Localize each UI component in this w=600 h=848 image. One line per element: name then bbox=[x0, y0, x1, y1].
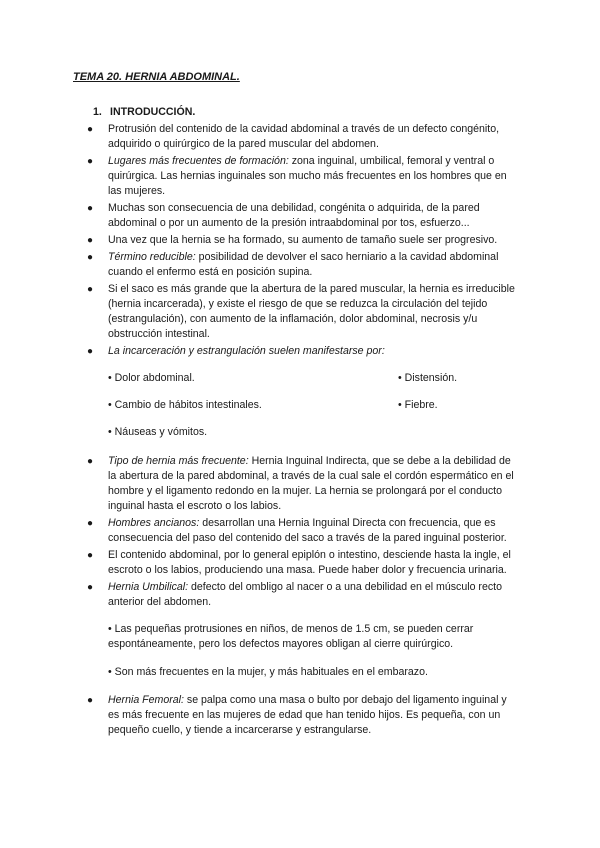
bullet-icon: ● bbox=[87, 582, 94, 593]
femoral-bullet-list bbox=[73, 693, 516, 738]
list-item: ● Protrusión del contenido de la cavidad abdominal a través de un defecto congénito, adquirido o quirúrgico de la pared muscular del abdomen. bbox=[87, 123, 500, 150]
bullet-icon: ● bbox=[87, 284, 94, 295]
bullet-icon: ● bbox=[87, 456, 94, 467]
symptom-item: • Fiebre. bbox=[398, 399, 438, 411]
bullet-icon: ● bbox=[87, 252, 94, 263]
bullet-icon: ● bbox=[87, 346, 94, 357]
list-item: ● Una vez que la hernia se ha formado, su aumento de tamaño suele ser progresivo. bbox=[87, 234, 498, 246]
bullet-icon: ● bbox=[87, 124, 94, 135]
list-item: ● Hernia Umbilical: defecto del ombligo al nacer o a una debilidad en el músculo recto anterior del abdomen. bbox=[87, 581, 502, 608]
section-number: 1. bbox=[93, 106, 102, 118]
section-heading bbox=[93, 105, 516, 120]
list-item: ● Hernia Femoral: se palpa como una masa o bulto por debajo del ligamento inguinal y es más frecuente en las mujeres de edad que han tenido hijos. Es pequeña, con un pequeño cuello, y tiende a incarcerarse y estrangularse. bbox=[87, 694, 507, 736]
list-item: ● La incarceración y estrangulación suelen manifestarse por: bbox=[87, 345, 385, 357]
document-title: TEMA 20. HERNIA ABDOMINAL. bbox=[73, 71, 240, 83]
list-item: ● El contenido abdominal, por lo general epiplón o intestino, desciende hasta la ingle, el escroto o los labios, produciendo una masa. Puede haber dolor y frecuencia urinaria. bbox=[87, 549, 511, 576]
symptom-item: • Cambio de hábitos intestinales. bbox=[108, 399, 262, 411]
list-item: ● Hombres ancianos: desarrollan una Hernia Inguinal Directa con frecuencia, que es consecuencia del paso del contenido del saco a través de la pared inguinal posterior. bbox=[87, 517, 507, 544]
umbilical-note: • Son más frecuentes en la mujer, y más habituales en el embarazo. bbox=[108, 666, 428, 678]
bullet-icon: ● bbox=[87, 695, 94, 706]
symptom-item: • Náuseas y vómitos. bbox=[108, 426, 208, 438]
list-item: ● Término reducible: posibilidad de devolver el saco herniario a la cavidad abdominal cuando el enfermo está en posición supina. bbox=[87, 251, 499, 278]
bullet-icon: ● bbox=[87, 235, 94, 246]
list-item: ● Lugares más frecuentes de formación: zona inguinal, umbilical, femoral y ventral o quirúrgica. Las hernias inguinales son mucho más frecuentes en los hombres que en las mujeres. bbox=[87, 155, 507, 197]
list-item: ● Muchas son consecuencia de una debilidad, congénita o adquirida, de la pared abdominal o por un aumento de la presión intraabdominal por tos, esfuerzo... bbox=[87, 202, 480, 229]
list-item: ● Si el saco es más grande que la abertura de la pared muscular, la hernia es irreducible (hernia incarcerada), y existe el riesgo de que se reduzca la circulación del tejido (estrangulación), con aumento de la inflamación, dolor abdominal, necrosis y/u obstrucción intestinal. bbox=[87, 283, 515, 340]
bullet-icon: ● bbox=[87, 203, 94, 214]
symptom-grid bbox=[108, 371, 516, 440]
bullet-icon: ● bbox=[87, 156, 94, 167]
bullet-icon: ● bbox=[87, 518, 94, 529]
list-item: ● Tipo de hernia más frecuente: Hernia Inguinal Indirecta, que se debe a la debilidad de la abertura de la pared abdominal, a través de la cual sale el cordón espermático en el hombre y el ligamento redondo en la mujer. La hernia se prolongará por el conducto inguinal hasta el escroto o los labios. bbox=[87, 455, 514, 512]
symptom-item: • Distensión. bbox=[398, 372, 458, 384]
symptom-item: • Dolor abdominal. bbox=[108, 372, 195, 384]
umbilical-note: • Las pequeñas protrusiones en niños, de menos de 1.5 cm, se pueden cerrar espontáneamente, pero los defectos mayores obligan al cierre quirúrgico. bbox=[108, 623, 474, 650]
section-title: INTRODUCCIÓN. bbox=[110, 106, 196, 118]
bullet-icon: ● bbox=[87, 550, 94, 561]
intro-bullet-list bbox=[73, 122, 516, 359]
types-bullet-list bbox=[73, 454, 516, 610]
